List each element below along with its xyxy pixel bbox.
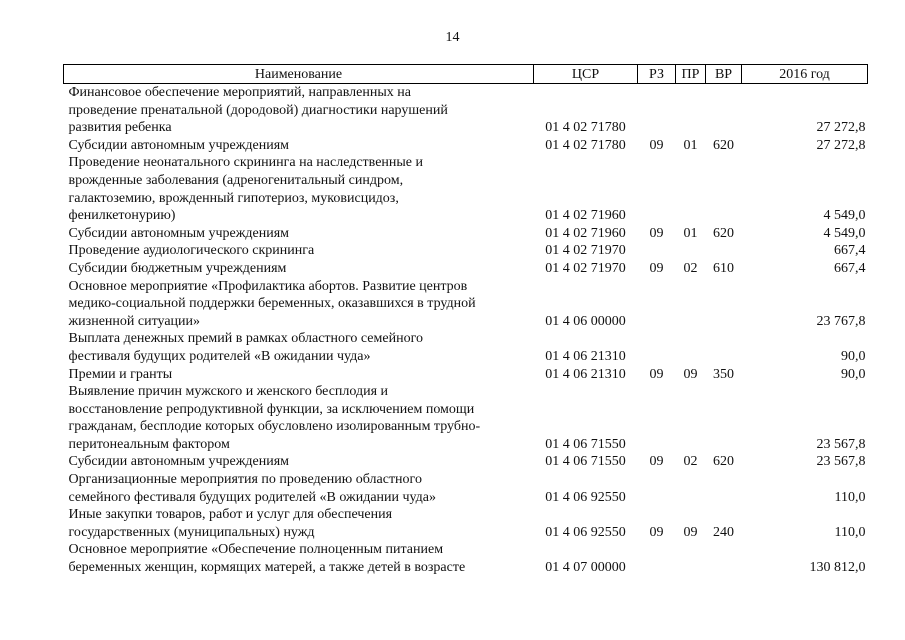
cell-csr: 01 4 06 21310 — [545, 348, 626, 364]
cell-csr: 01 4 02 71960 — [545, 208, 626, 224]
name-line: Выявление причин мужского и женского бесплодия и — [68, 384, 389, 400]
cell-sum: 4 549,0 — [823, 225, 866, 241]
cell-vr: 620 — [713, 225, 734, 241]
cell-rz — [638, 541, 676, 576]
cell-rz: 09 — [649, 137, 664, 153]
cell-name — [64, 84, 534, 137]
table-body — [64, 84, 868, 577]
cell-pr — [676, 242, 706, 260]
cell-vr — [706, 383, 742, 453]
header-row — [64, 65, 868, 84]
cell-name — [64, 154, 534, 224]
cell-sum: 667,4 — [834, 243, 866, 259]
cell-vr — [706, 242, 742, 260]
name-line: семейного фестиваля будущих родителей «В ожидании чуда» — [68, 489, 436, 505]
name-line: государственных (муниципальных) нужд — [68, 524, 315, 540]
name-line: жизненной ситуации» — [68, 313, 201, 329]
cell-vr: 620 — [713, 454, 734, 470]
cell-pr — [676, 154, 706, 224]
cell-vr — [706, 278, 742, 331]
cell-name — [64, 137, 534, 155]
cell-sum: 667,4 — [834, 260, 866, 276]
cell-sum: 23 567,8 — [816, 436, 866, 452]
header-rz: РЗ — [638, 65, 676, 84]
cell-name — [64, 260, 534, 278]
cell-pr: 02 — [683, 260, 698, 276]
name-line: перитонеальным фактором — [68, 436, 230, 452]
cell-name — [64, 453, 534, 471]
page-number: 14 — [445, 30, 460, 45]
budget-table — [63, 64, 868, 577]
name-line: Основное мероприятие «Профилактика абортов. Развитие центров — [68, 278, 468, 294]
name-line: Проведение аудиологического скрининга — [68, 243, 315, 259]
name-line: Иные закупки товаров, работ и услуг для обеспечения — [68, 507, 393, 523]
cell-vr — [706, 471, 742, 506]
table-header — [64, 65, 868, 84]
cell-pr: 09 — [683, 366, 698, 382]
table-row — [64, 383, 868, 453]
header-name: Наименование — [64, 65, 534, 84]
name-line: Выплата денежных премий в рамках областного семейного — [68, 331, 423, 347]
cell-sum: 110,0 — [834, 524, 866, 540]
name-line: Финансовое обеспечение мероприятий, направленных на — [68, 85, 411, 100]
header-pr: ПР — [676, 65, 706, 84]
header-vr: ВР — [706, 65, 742, 84]
name-line: развития ребенка — [68, 120, 172, 136]
cell-csr: 01 4 06 92550 — [545, 489, 626, 505]
name-line: галактоземию, врожденный гипотериоз, муковисцидоз, — [68, 190, 399, 206]
cell-name — [64, 471, 534, 506]
name-line: врожденные заболевания (адреногенитальный синдром, — [68, 172, 404, 188]
name-line: беременных женщин, кормящих матерей, а также детей в возрасте — [68, 560, 466, 576]
name-line: Организационные мероприятия по проведению областного — [68, 472, 422, 488]
table-row — [64, 260, 868, 278]
cell-rz: 09 — [649, 524, 664, 540]
cell-pr: 02 — [683, 454, 698, 470]
table-row — [64, 154, 868, 224]
cell-vr: 610 — [713, 260, 734, 276]
cell-rz — [638, 471, 676, 506]
cell-sum: 4 549,0 — [823, 208, 866, 224]
cell-csr: 01 4 02 71780 — [545, 137, 626, 153]
cell-name — [64, 506, 534, 541]
name-line: Субсидии автономным учреждениям — [68, 454, 290, 470]
cell-rz — [638, 278, 676, 331]
cell-rz: 09 — [649, 225, 664, 241]
cell-pr: 09 — [683, 524, 698, 540]
table-row — [64, 330, 868, 365]
cell-vr — [706, 330, 742, 365]
cell-rz — [638, 154, 676, 224]
cell-csr: 01 4 06 21310 — [545, 366, 626, 382]
name-line: фестиваля будущих родителей «В ожидании чуда» — [68, 348, 371, 364]
name-line: проведение пренатальной (дородовой) диагностики нарушений — [68, 102, 448, 118]
name-line: Проведение неонатального скрининга на наследственные и — [68, 155, 424, 171]
cell-csr: 01 4 02 71960 — [545, 225, 626, 241]
cell-csr: 01 4 06 00000 — [545, 313, 626, 329]
cell-pr — [676, 84, 706, 137]
cell-pr — [676, 541, 706, 576]
cell-csr: 01 4 02 71970 — [545, 243, 626, 259]
cell-rz — [638, 242, 676, 260]
header-csr: ЦСР — [534, 65, 638, 84]
table-row — [64, 278, 868, 331]
name-line: гражданам, бесплодие которых обусловлено изолированным трубно- — [68, 419, 481, 435]
name-line: Субсидии автономным учреждениям — [68, 225, 290, 241]
cell-sum: 27 272,8 — [816, 120, 866, 136]
cell-pr — [676, 471, 706, 506]
cell-csr: 01 4 07 00000 — [545, 560, 626, 576]
cell-sum: 130 812,0 — [809, 560, 866, 576]
cell-csr: 01 4 02 71780 — [545, 120, 626, 136]
name-line: Субсидии бюджетным учреждениям — [68, 260, 287, 276]
name-line: Субсидии автономным учреждениям — [68, 137, 290, 153]
cell-rz: 09 — [649, 454, 664, 470]
table-row — [64, 242, 868, 260]
cell-sum: 23 767,8 — [816, 313, 866, 329]
cell-name — [64, 541, 534, 576]
name-line: фенилкетонурию) — [68, 208, 176, 224]
cell-vr — [706, 541, 742, 576]
table-row — [64, 84, 868, 137]
name-line: Премии и гранты — [68, 366, 173, 382]
cell-sum: 23 567,8 — [816, 454, 866, 470]
cell-vr: 240 — [713, 524, 734, 540]
header-year: 2016 год — [742, 65, 868, 84]
cell-name — [64, 278, 534, 331]
cell-rz — [638, 383, 676, 453]
cell-name — [64, 383, 534, 453]
cell-rz — [638, 84, 676, 137]
table-row — [64, 366, 868, 384]
cell-rz: 09 — [649, 366, 664, 382]
cell-csr: 01 4 06 92550 — [545, 524, 626, 540]
cell-pr — [676, 383, 706, 453]
cell-sum: 90,0 — [841, 366, 866, 382]
cell-vr: 350 — [713, 366, 734, 382]
name-line: восстановление репродуктивной функции, за исключением помощи — [68, 401, 475, 417]
cell-csr: 01 4 06 71550 — [545, 454, 626, 470]
table-row — [64, 471, 868, 506]
table-row — [64, 453, 868, 471]
cell-rz — [638, 330, 676, 365]
cell-name — [64, 366, 534, 384]
name-line: Основное мероприятие «Обеспечение полноценным питанием — [68, 542, 444, 558]
name-line: медико-социальной поддержки беременных, оказавшихся в трудной — [68, 296, 476, 312]
cell-vr — [706, 84, 742, 137]
cell-rz: 09 — [649, 260, 664, 276]
cell-csr: 01 4 02 71970 — [545, 260, 626, 276]
cell-pr — [676, 330, 706, 365]
cell-name — [64, 330, 534, 365]
cell-vr — [706, 154, 742, 224]
cell-vr: 620 — [713, 137, 734, 153]
cell-name — [64, 242, 534, 260]
cell-pr: 01 — [683, 137, 698, 153]
table-row — [64, 541, 868, 576]
cell-sum: 90,0 — [841, 348, 866, 364]
cell-name — [64, 225, 534, 243]
table-row — [64, 225, 868, 243]
cell-pr — [676, 278, 706, 331]
cell-pr: 01 — [683, 225, 698, 241]
cell-sum: 110,0 — [834, 489, 866, 505]
table-row — [64, 506, 868, 541]
cell-csr: 01 4 06 71550 — [545, 436, 626, 452]
cell-sum: 27 272,8 — [816, 137, 866, 153]
table-row — [64, 137, 868, 155]
